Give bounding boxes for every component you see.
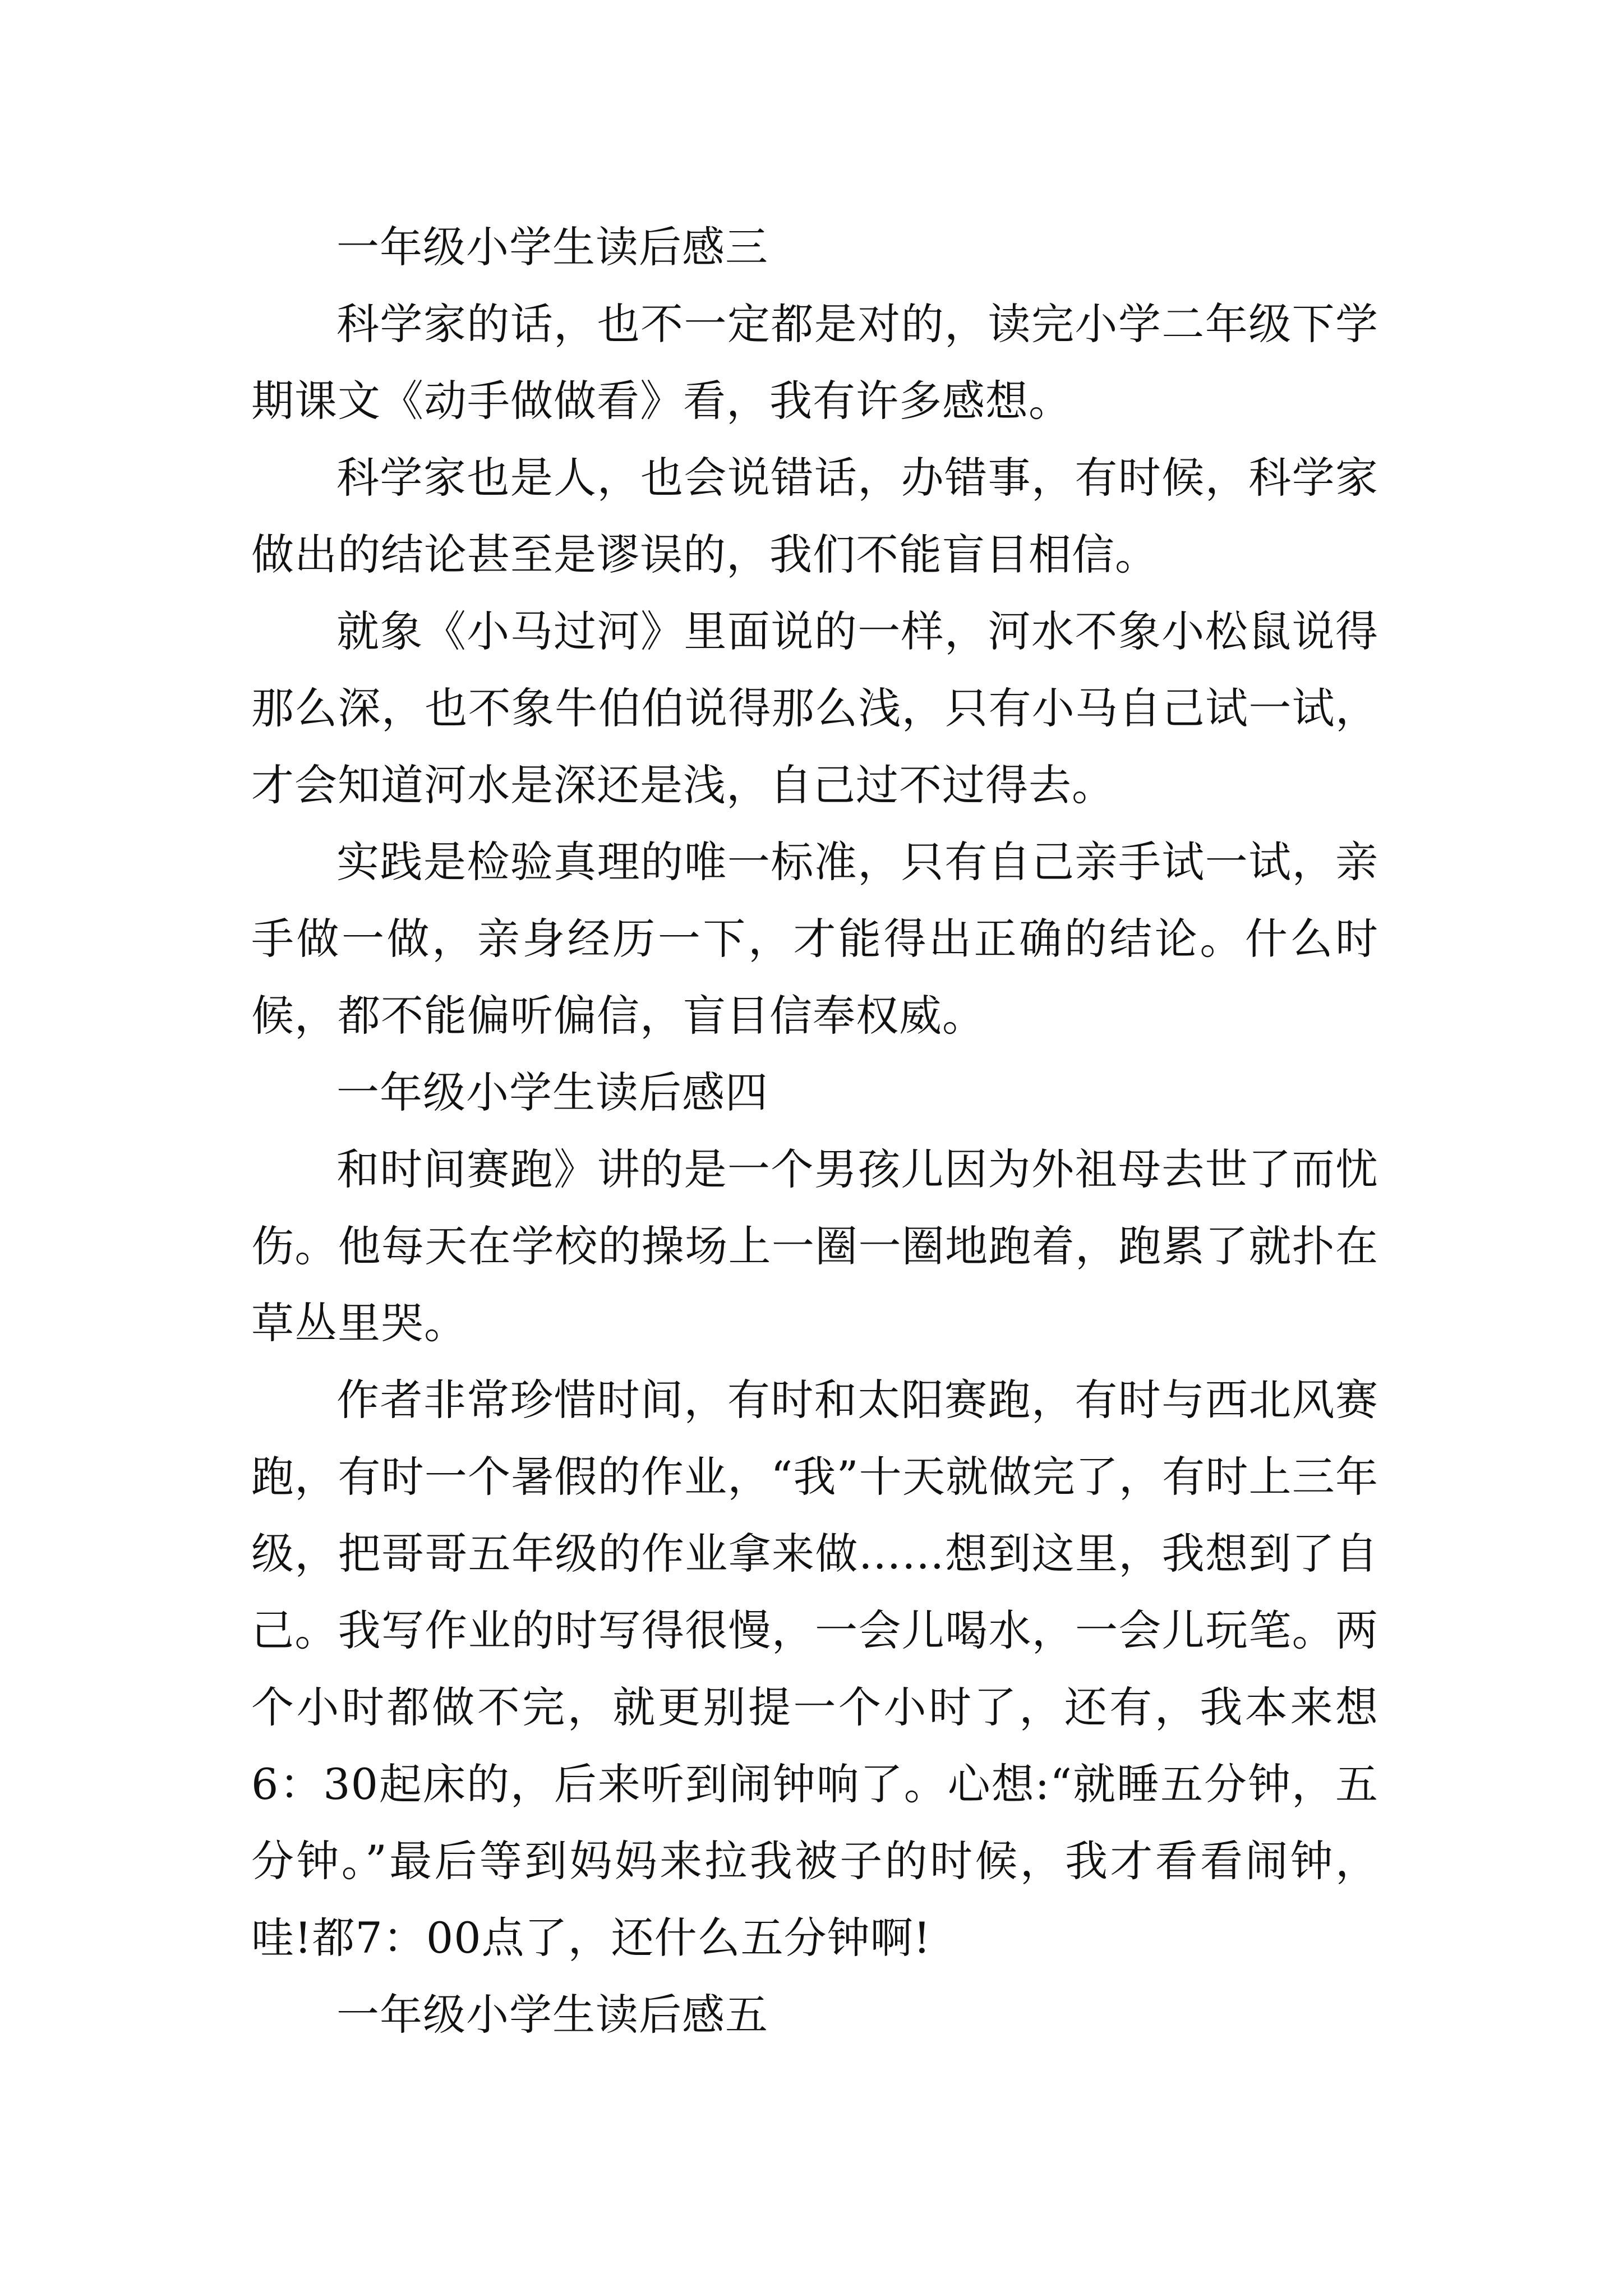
paragraph: 作者非常珍惜时间，有时和太阳赛跑，有时与西北风赛跑，有时一个暑假的作业，“我”十天就做完了，有时上三年级，把哥哥五年级的作业拿来做……想到这里，我想到了自己。我写作业的时写得很慢，一会儿喝水，一会儿玩笔。两个小时都做不完，就更别提一个小时了，还有，我本来想6：30起床的，后来听到闹钟响了。心想:“就睡五分钟，五分钟。”最后等到妈妈来拉我被子的时候，我才看看闹钟，哇!都7：00点了，还什么五分钟啊! xyxy=(251,1375,1378,1963)
paragraph: 科学家的话，也不一定都是对的，读完小学二年级下学期课文《动手做做看》看，我有许多感想。 xyxy=(251,299,1378,426)
section-heading-3: 一年级小学生读后感三 xyxy=(336,222,768,272)
document-body xyxy=(251,209,1378,2053)
paragraph: 实践是检验真理的唯一标准，只有自己亲手试一试，亲手做一做，亲身经历一下，才能得出正确的结论。什么时候，都不能偏听偏信，盲目信奉权威。 xyxy=(251,837,1378,1041)
paragraph: 科学家也是人，也会说错话，办错事，有时候，科学家做出的结论甚至是谬误的，我们不能盲目相信。 xyxy=(251,453,1378,579)
section-heading-4: 一年级小学生读后感四 xyxy=(336,1068,768,1117)
paragraph: 和时间赛跑》讲的是一个男孩儿因为外祖母去世了而忧伤。他每天在学校的操场上一圈一圈地跑着，跑累了就扑在草丛里哭。 xyxy=(251,1144,1378,1348)
section-heading-5: 一年级小学生读后感五 xyxy=(336,1990,768,2040)
paragraph: 就象《小马过河》里面说的一样，河水不象小松鼠说得那么深，也不象牛伯伯说得那么浅，只有小马自己试一试，才会知道河水是深还是浅，自己过不过得去。 xyxy=(251,606,1378,810)
